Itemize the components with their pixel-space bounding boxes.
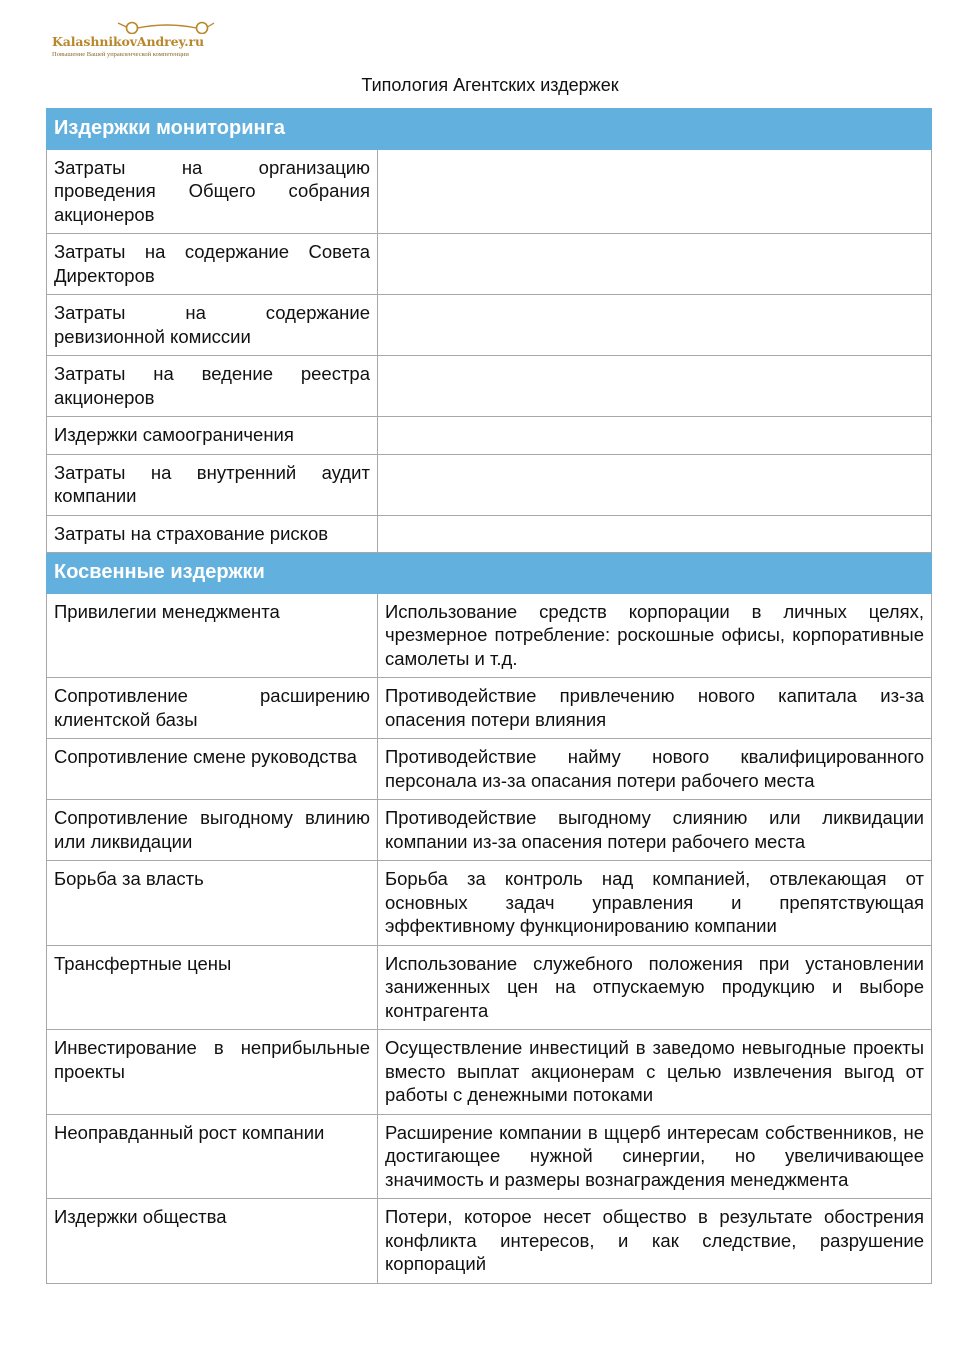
cost-name: Неоправданный рост компании xyxy=(47,1114,378,1199)
section-heading: Косвенные издержки xyxy=(47,553,932,594)
table-row xyxy=(47,234,932,295)
table-row xyxy=(47,945,932,1030)
cost-name: Затраты на страхование рисков xyxy=(47,515,378,553)
section-heading: Издержки мониторинга xyxy=(47,109,932,150)
cost-name: Затраты на содержание Совета Директоров xyxy=(47,234,378,295)
cost-description xyxy=(378,515,932,553)
cost-description xyxy=(378,295,932,356)
table-row xyxy=(47,515,932,553)
cost-description: Использование служебного положения при установлении заниженных цен на отпускаемую продукцию и выборе контрагента xyxy=(378,945,932,1030)
cost-name: Затраты на внутренний аудит компании xyxy=(47,454,378,515)
table-row xyxy=(47,454,932,515)
cost-description: Противодействие найму нового квалифицированного персонала из-за опасания потери рабочего места xyxy=(378,739,932,800)
cost-description: Противодействие привлечению нового капитала из-за опасения потери влияния xyxy=(378,678,932,739)
cost-description xyxy=(378,417,932,455)
cost-description: Борьба за контроль над компанией, отвлекающая от основных задач управления и препятствующая эффективному функционированию компании xyxy=(378,861,932,946)
cost-description xyxy=(378,234,932,295)
cost-name: Сопротивление расширению клиентской базы xyxy=(47,678,378,739)
table-row xyxy=(47,1114,932,1199)
cost-description xyxy=(378,149,932,234)
cost-name: Сопротивление выгодному влинию или ликвидации xyxy=(47,800,378,861)
table-row xyxy=(47,593,932,678)
table-row xyxy=(47,1199,932,1284)
cost-description: Противодействие выгодному слиянию или ликвидации компании из-за опасения потери рабочего места xyxy=(378,800,932,861)
table-row xyxy=(47,800,932,861)
table-row xyxy=(47,739,932,800)
cost-name: Затраты на содержание ревизионной комиссии xyxy=(47,295,378,356)
logo-text: KalashnikovAndrey.ru xyxy=(52,34,204,49)
cost-description xyxy=(378,454,932,515)
cost-name: Трансфертные цены xyxy=(47,945,378,1030)
cost-name: Издержки общества xyxy=(47,1199,378,1284)
table-row xyxy=(47,356,932,417)
document-title: Типология Агентских издержек xyxy=(361,75,619,95)
cost-name: Инвестирование в неприбыльные проекты xyxy=(47,1030,378,1115)
table-row xyxy=(47,295,932,356)
site-logo[interactable] xyxy=(50,18,230,62)
cost-name: Затраты на организацию проведения Общего собрания акционеров xyxy=(47,149,378,234)
table-row xyxy=(47,1030,932,1115)
cost-description: Потери, которое несет общество в результате обострения конфликта интересов, и как следствие, разрушение корпораций xyxy=(378,1199,932,1284)
table-row xyxy=(47,149,932,234)
table-row xyxy=(47,861,932,946)
logo-tagline: Повышение Вашей управленческой компетенции xyxy=(52,51,189,58)
cost-name: Затраты на ведение реестра акционеров xyxy=(47,356,378,417)
cost-name: Сопротивление смене руководства xyxy=(47,739,378,800)
table-row xyxy=(47,678,932,739)
cost-description: Расширение компании в щцерб интересам собственников, не достигающее нужной синергии, но увеличивающее значимость и размеры вознаграждения менеджмента xyxy=(378,1114,932,1199)
cost-description: Осуществление инвестиций в заведомо невыгодные проекты вместо выплат акционерам с целью извлечения выгод от работы с денежными потоками xyxy=(378,1030,932,1115)
section-header-indirect xyxy=(47,553,932,594)
glasses-icon xyxy=(106,18,216,34)
cost-name: Издержки самоограничения xyxy=(47,417,378,455)
section-header-monitoring xyxy=(47,109,932,150)
table-row xyxy=(47,417,932,455)
cost-name: Привилегии менеджмента xyxy=(47,593,378,678)
agency-costs-table xyxy=(46,108,932,1284)
cost-name: Борьба за власть xyxy=(47,861,378,946)
cost-description xyxy=(378,356,932,417)
cost-description: Использование средств корпорации в личных целях, чрезмерное потребление: роскошные офисы, корпоративные самолеты и т.д. xyxy=(378,593,932,678)
